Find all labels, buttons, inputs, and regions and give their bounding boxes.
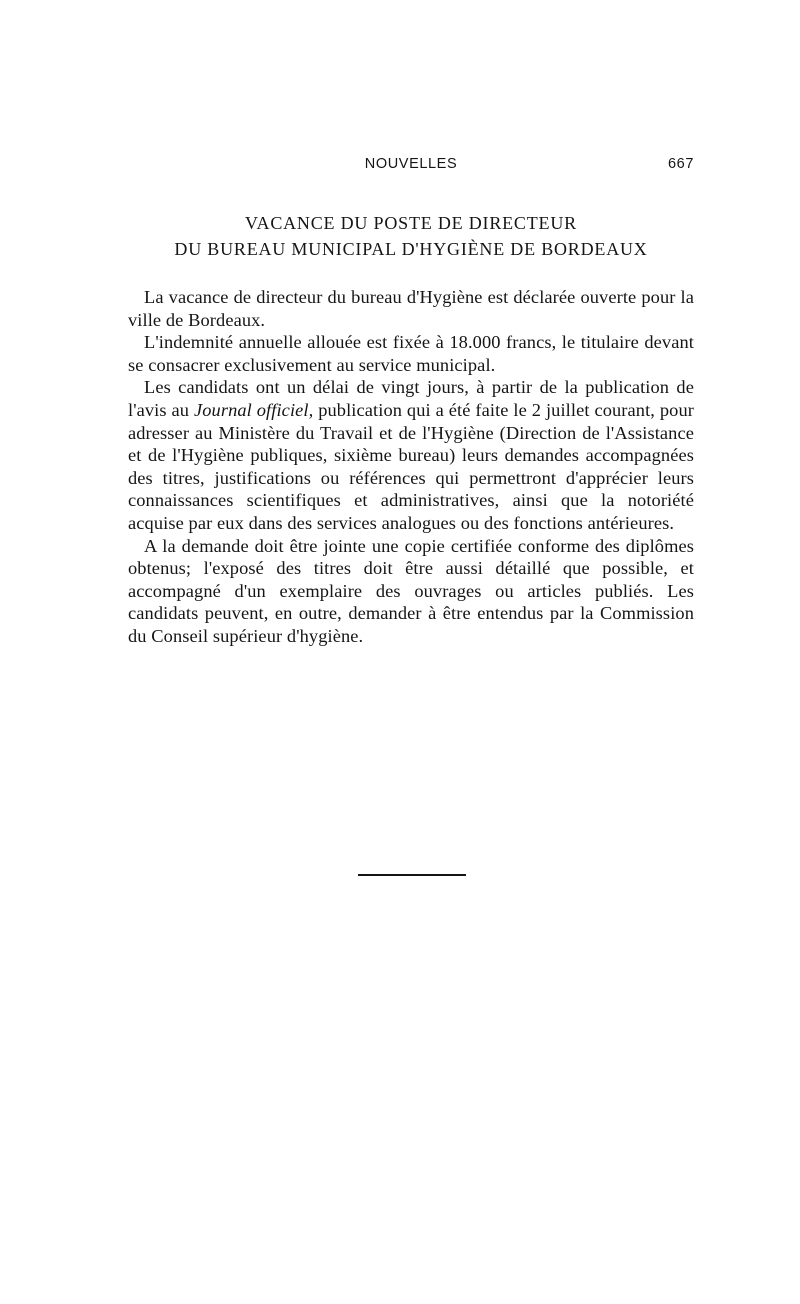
paragraph-documents: A la demande doit être jointe une copie certifiée conforme des diplômes obtenus; l'exposé des titres doit être aussi détaillé que possible, et accompagné d'un exemplaire des ouvrages ou articles publiés. Les candidats peuvent, en outre, demander à être entendus par la Commission du Conseil supérieur d'hygiène. (128, 535, 694, 646)
paragraph-application-end: publication qui a été faite le 2 juillet courant, pour adresser au Ministère du Travail et de l'Hygiène (Direction de l'Assistance et de l'Hygiène publiques, sixième bureau) leurs demandes accompagnées des titres, justifications ou références qui permettront d'apprécier leurs connaissances scientifiques et administratives, ainsi que la notoriété acquise par eux dans des services analogues ou des fonctions antérieures. (128, 399, 694, 533)
running-head (128, 156, 694, 180)
article-body (128, 286, 694, 648)
paragraph-indemnity: L'indemnité annuelle allouée est fixée à 18.000 francs, le titulaire devant se consacrer exclusivement au service municipal. (128, 332, 694, 375)
article-title-line-2: DU BUREAU MUNICIPAL D'HYGIÈNE DE BORDEAUX (174, 239, 648, 259)
page-number: 667 (668, 156, 694, 172)
paragraph-vacancy: La vacance de directeur du bureau d'Hygiène est déclarée ouverte pour la ville de Bordeaux. (128, 287, 694, 330)
section-title: NOUVELLES (364, 156, 458, 172)
journal-officiel-reference: Journal officiel, (193, 399, 314, 420)
article-title (128, 210, 694, 262)
paragraph-application (128, 376, 694, 534)
end-rule (358, 874, 466, 876)
paragraph-application-start: Les candidats ont un délai de vingt jours, à partir de la publication de l'avis au (128, 377, 694, 420)
article-title-line-1: VACANCE DU POSTE DE DIRECTEUR (245, 213, 577, 233)
